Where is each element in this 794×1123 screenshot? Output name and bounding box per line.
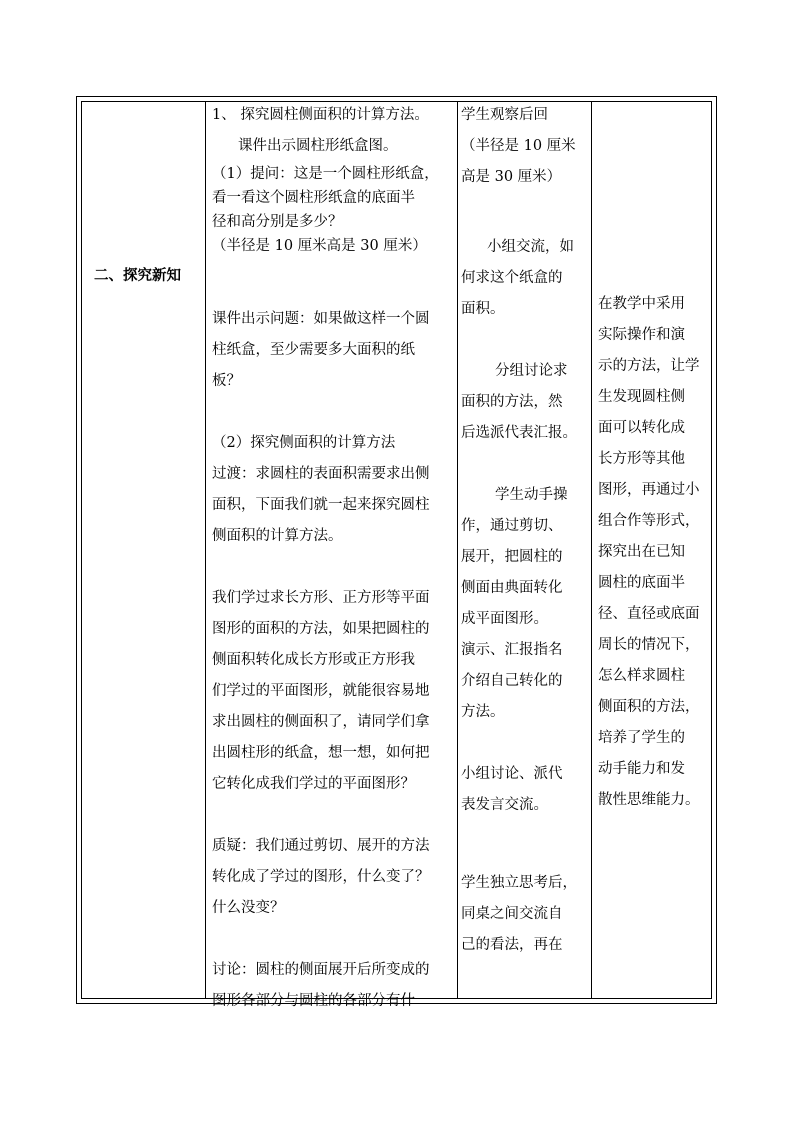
- text-line: 表发言交流。: [461, 797, 548, 813]
- text-line: 同桌之间交流自: [461, 906, 563, 922]
- text-line: 生发现圆柱侧: [598, 389, 685, 405]
- text-line: 过渡：求圆柱的表面积需要求出侧: [212, 466, 430, 482]
- text-line: 它转化成我们学过的平面图形？: [212, 776, 415, 792]
- text-line: 面积的方法，然: [461, 394, 563, 410]
- text-line: 后选派代表汇报。: [461, 425, 577, 441]
- text-line: 探究出在已知: [598, 544, 685, 560]
- text-line: 小组讨论、派代: [461, 766, 563, 782]
- text-line: 作，通过剪切、: [461, 518, 563, 534]
- text-line: 我们学过求长方形、正方形等平面: [212, 590, 430, 606]
- text-line: 侧面积的方法，: [598, 699, 700, 715]
- text-line: 侧面积的计算方法。: [212, 528, 343, 544]
- text-line: 讨论：圆柱的侧面展开后所变成的: [212, 962, 430, 978]
- section-label: 二、探究新知: [94, 267, 181, 284]
- teacher-activity-cell: [212, 100, 460, 1017]
- text-line: 侧面由典面转化: [461, 580, 563, 596]
- text-line: 什么没变？: [212, 900, 285, 916]
- text-line: 在教学中采用: [598, 296, 685, 312]
- text-line: 实际操作和演: [598, 327, 685, 343]
- text-line: 学生动手操: [495, 487, 568, 503]
- text-line: 径、直径或底面: [598, 606, 700, 622]
- text-line: 图形的面积的方法，如果把圆柱的: [212, 621, 430, 637]
- text-line: 动手能力和发: [598, 761, 685, 777]
- section-label-cell: [94, 260, 181, 291]
- text-line: 何求这个纸盒的: [461, 270, 563, 286]
- text-line: 示的方法，让学: [598, 358, 700, 374]
- text-line: 课件出示圆柱形纸盒图。: [238, 138, 398, 154]
- text-line: 长方形等其他: [598, 451, 685, 467]
- text-line: 分组讨论求: [495, 363, 568, 379]
- text-line: 学生独立思考后，: [461, 875, 577, 891]
- column-divider: [205, 101, 206, 999]
- text-line: 己的看法，再在: [461, 937, 563, 953]
- text-line: 演示、汇报指名: [461, 642, 563, 658]
- column-divider: [591, 101, 592, 999]
- text-line: 周长的情况下，: [598, 637, 700, 653]
- text-line: 成平面图形。: [461, 611, 548, 627]
- text-line: （2）探究侧面积的计算方法: [212, 435, 396, 451]
- text-line: 面积。: [461, 301, 505, 317]
- text-line: 图形各部分与圆柱的各部分有什: [212, 993, 415, 1009]
- text-line: 质疑：我们通过剪切、展开的方法: [212, 838, 430, 854]
- text-line: （1）提问：这是一个圆柱形纸盒，: [212, 166, 439, 182]
- text-line: 柱纸盒，至少需要多大面积的纸: [212, 342, 415, 358]
- text-line: 面积，下面我们就一起来探究圆柱: [212, 497, 430, 513]
- text-line: 转化成了学过的图形，什么变了？: [212, 869, 430, 885]
- text-line: 板？: [212, 373, 241, 389]
- text-line: 方法。: [461, 704, 505, 720]
- text-line: 高是 30 厘米）: [461, 169, 562, 185]
- text-line: （半径是 10 厘米: [461, 138, 576, 154]
- text-line: 课件出示问题：如果做这样一个圆: [212, 311, 430, 327]
- text-line: 学生观察后回: [461, 107, 548, 123]
- text-line: 圆柱的底面半: [598, 575, 685, 591]
- text-line: 面可以转化成: [598, 420, 685, 436]
- text-line: 小组交流，如: [487, 239, 574, 255]
- text-line: 出圆柱形的纸盒，想一想，如何把: [212, 745, 430, 761]
- text-line: 看一看这个圆柱形纸盒的底面半: [212, 190, 415, 206]
- text-line: 培养了学生的: [598, 730, 685, 746]
- table-inner-border: [81, 101, 712, 1009]
- text-line: 们学过的平面图形，就能很容易地: [212, 683, 430, 699]
- text-line: 1、 探究圆柱侧面积的计算方法。: [212, 107, 429, 123]
- text-line: 求出圆柱的侧面积了，请同学们拿: [212, 714, 430, 730]
- text-line: 展开，把圆柱的: [461, 549, 563, 565]
- lesson-table: [76, 96, 717, 1009]
- text-line: 图形，再通过小: [598, 482, 700, 498]
- text-line: 怎么样求圆柱: [598, 668, 685, 684]
- text-line: 介绍自己转化的: [461, 673, 563, 689]
- text-line: 径和高分别是多少？: [212, 214, 343, 230]
- text-line: （半径是 10 厘米高是 30 厘米）: [212, 238, 427, 254]
- text-line: 侧面积转化成长方形或正方形我: [212, 652, 415, 668]
- student-activity-cell: [461, 100, 591, 961]
- text-line: 散性思维能力。: [598, 792, 700, 808]
- text-line: 组合作等形式，: [598, 513, 700, 529]
- design-intent-cell: [598, 289, 716, 816]
